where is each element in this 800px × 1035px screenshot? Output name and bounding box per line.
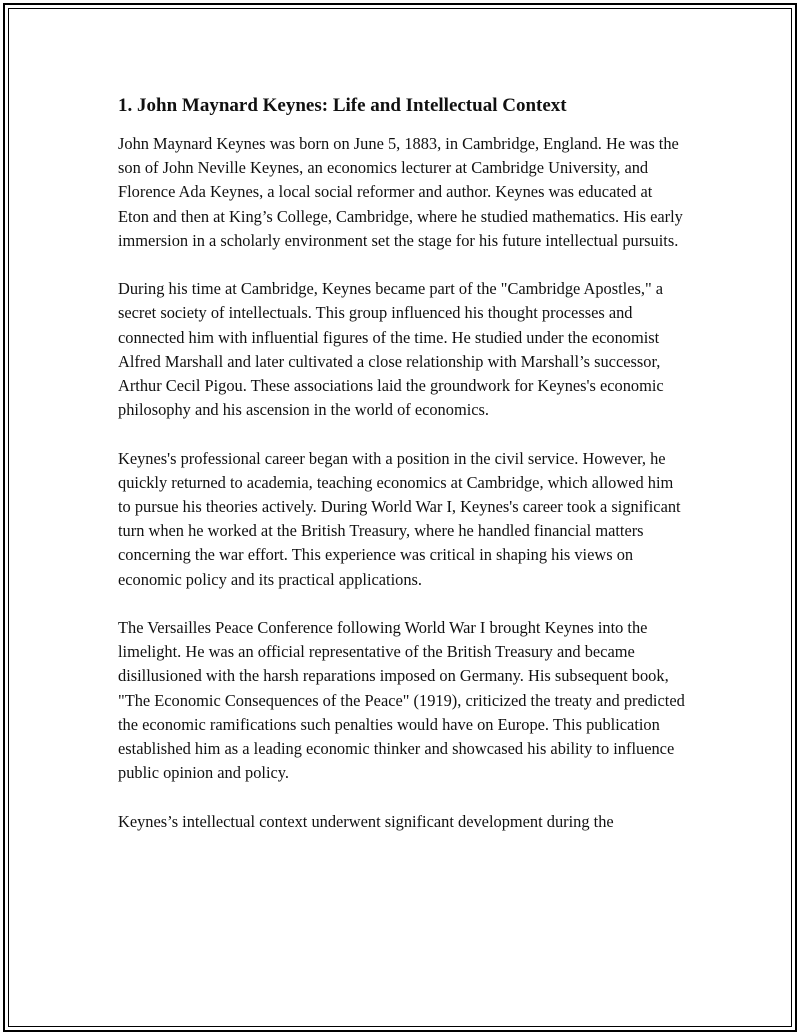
paragraph: The Versailles Peace Conference following World War I brought Keynes into the limelight. He was an official representative of the British Treasury and became disillusioned with the harsh reparations imposed on Germany. His subsequent book, "The Economic Consequences of the Peace" (1919), criticized the treaty and predicted the economic ramifications such penalties would have on Europe. This publication established him as a leading economic thinker and showcased his ability to influence public opinion and policy. — [118, 618, 685, 783]
paragraph: John Maynard Keynes was born on June 5, 1883, in Cambridge, England. He was the son of John Neville Keynes, an economics lecturer at Cambridge University, and Florence Ada Keynes, a local social reformer and author. Keynes was educated at Eton and then at King’s College, Cambridge, where he studied mathematics. His early immersion in a scholarly environment set the stage for his future intellectual pursuits. — [118, 134, 683, 250]
section-title: 1. John Maynard Keynes: Life and Intellectual Context — [118, 95, 567, 116]
document-body — [118, 93, 686, 858]
paragraph: Keynes's professional career began with a position in the civil service. However, he quickly returned to academia, teaching economics at Cambridge, which allowed him to pursue his theories actively. During World War I, Keynes's career took a significant turn when he worked at the British Treasury, where he handled financial matters concerning the war effort. This experience was critical in shaping his views on economic policy and its practical applications. — [118, 448, 681, 589]
paragraph: During his time at Cambridge, Keynes became part of the "Cambridge Apostles," a secret society of intellectuals. This group influenced his thought processes and connected him with influential figures of the time. He studied under the economist Alfred Marshall and later cultivated a close relationship with Marshall’s successor, Arthur Cecil Pigou. These associations laid the groundwork for Keynes's economic philosophy and his ascension in the world of economics. — [118, 279, 664, 420]
paragraph: Keynes’s intellectual context underwent significant development during the — [118, 811, 614, 831]
